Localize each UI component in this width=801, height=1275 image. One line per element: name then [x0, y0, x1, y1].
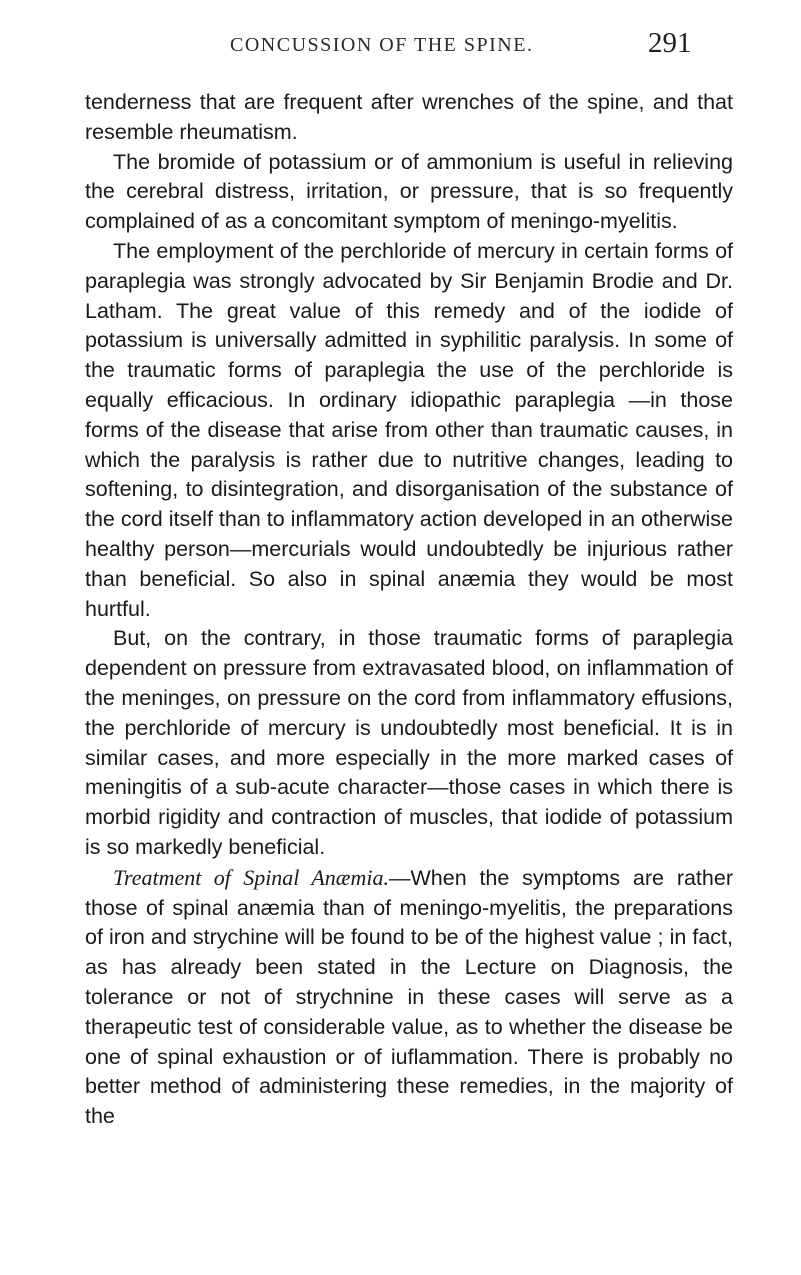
paragraph-spinal-anaemia	[85, 863, 733, 1132]
paragraph-traumatic-forms: But, on the contrary, in those traumatic forms of paraplegia dependent on pressure from extravasated blood, on inflammation of the meninges, on pressure on the cord from inflammatory effusions, the perchloride of mercury is undoubtedly most beneficial. It is in similar cases, and more especially in the more marked cases of meningitis of a sub-acute character—those cases in which there is morbid rigidity and contraction of muscles, that iodide of potassium is so markedly beneficial.	[85, 626, 733, 859]
paragraph-continuation: tenderness that are frequent after wrenches of the spine, and that resemble rheumatism.	[85, 90, 733, 144]
page-number: 291	[648, 27, 692, 59]
body-text	[85, 88, 733, 1132]
running-head: CONCUSSION OF THE SPINE.	[230, 34, 534, 56]
section-heading: Treatment of Spinal Anæmia.	[113, 864, 389, 890]
paragraph-perchloride: The employment of the perchloride of mercury in certain forms of paraplegia was strongly advocated by Sir Benjamin Brodie and Dr. Latham. The great value of this remedy and of the iodide of potassium is universally admitted in syphilitic paralysis. In some of the traumatic forms of paraplegia the use of the perchloride is equally efficacious. In ordinary idiopathic paraplegia —in those forms of the disease that arise from other than traumatic causes, in which the paralysis is rather due to nutritive changes, leading to softening, to disintegration, and disorganisation of the substance of the cord itself than to inflammatory action developed in an otherwise healthy person—mercurials would undoubtedly be injurious rather than beneficial. So also in spinal anæmia they would be most hurtful.	[85, 238, 733, 621]
paragraph-bromide: The bromide of potassium or of ammonium is useful in relieving the cerebral distress, irritation, or pressure, that is so frequently complained of as a concomitant symptom of meningo-myelitis.	[85, 149, 733, 234]
paragraph-spinal-anaemia-text: —When the symptoms are rather those of spinal anæmia than of meningo-myelitis, the preparations of iron and strychine will be found to be of the highest value ; in fact, as has already been stated in the Lecture on Diagnosis, the tolerance or not of strychnine in these cases will serve as a therapeutic test of considerable value, as to whether the disease be one of spinal exhaustion or of iuflammation. There is probably no better method of administering these remedies, in the majority of the	[85, 865, 733, 1129]
